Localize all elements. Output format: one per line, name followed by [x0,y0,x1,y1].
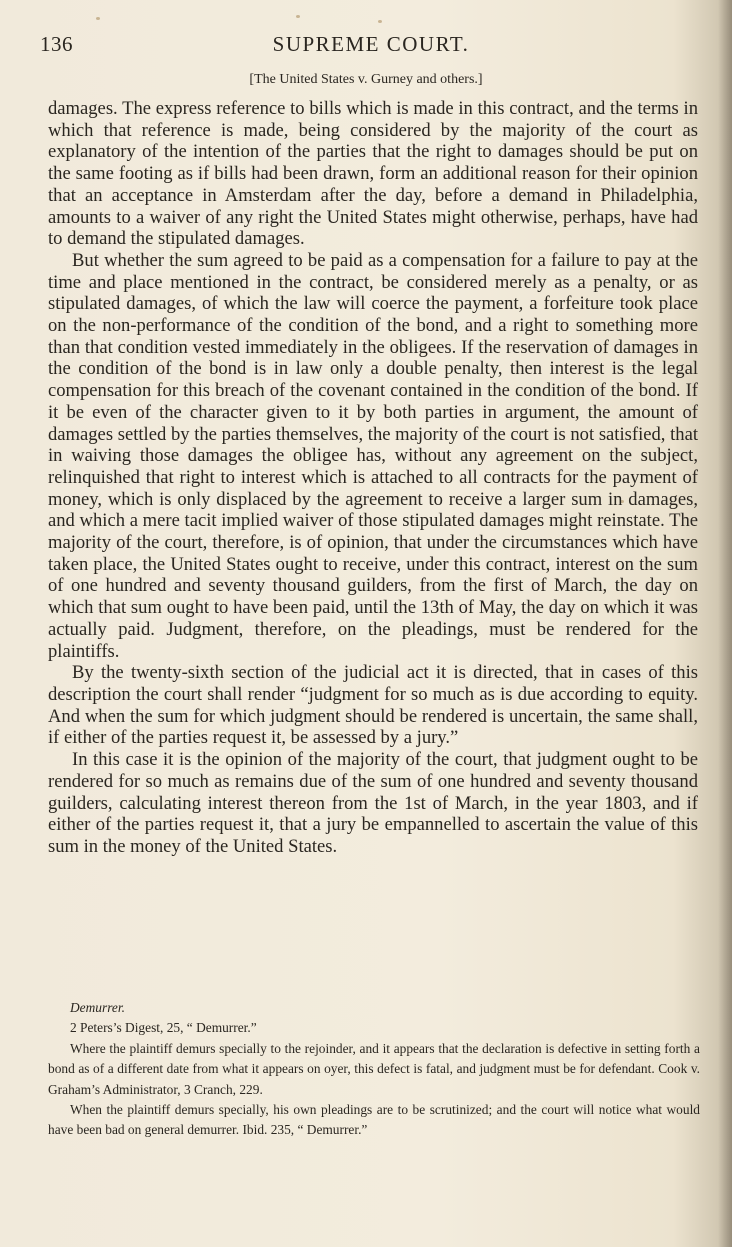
paragraph: But whether the sum agreed to be paid as a compensation for a failure to pay at the time and place mentioned in the contract, be considered merely as a penalty, or as stipulated damages, of which the law will coerce the payment, a forfeiture took place on the non-performance of the condition of the bond, and a right to something more than that condition vested immediately in the obligees. If the reservation of damages in the condition of the bond is in law only a double penalty, then interest is the legal compensation for this breach of the covenant contained in the condition of the bond. If it be even of the character given to it by both parties in argument, the amount of damages settled by the parties themselves, the majority of the court is not satisfied, that in waiving those damages the obligee has, without any agreement on the subject, relinquished that right to interest which is attached to all contracts for the payment of money, which is only displaced by the agreement to receive a larger sum in damages, and which a mere tacit implied waiver of those stipulated damages might reinstate. The majority of the court, therefore, is of opinion, that under the circumstances which have taken place, the United States ought to receive, under this contract, interest on the sum of one hundred and seventy thousand guilders, from the first of March, the day on which that sum ought to have been paid, until the 13th of May, the day on which it was actually paid. Judgment, therefore, on the pleadings, must be rendered for the plaintiffs. [48,249,698,662]
paragraph: In this case it is the opinion of the majority of the court, that judgment ought to be rendered for so much as remains due of the sum of one hundred and seventy thousand guilders, calculating interest thereon from the 1st of March, in the year 1803, and if either of the parties request it, that a jury be empannelled to ascertain the value of this sum in the money of the United States. [48,749,698,857]
case-caption: [The United States v. Gurney and others.] [249,72,483,87]
page-number: 136 [40,32,73,56]
paragraph: By the twenty-sixth section of the judicial act it is directed, that in cases of this description the court shall render “judgment for so much as is due according to equity. And when the sum for which judgment should be rendered is uncertain, the same shall, if either of the parties request it, be assessed by a jury.” [48,662,698,749]
running-head: SUPREME COURT. [272,32,470,56]
footnote-heading: Demurrer. [70,1000,125,1015]
page-header [40,32,702,62]
page-edge-shadow [718,0,732,1247]
footnotes [48,998,700,1141]
footnote-line: 2 Peters’s Digest, 25, “ Demurrer.” [70,1020,257,1036]
paragraph: damages. The express reference to bills which is made in this contract, and the terms in which that reference is made, being considered by the majority of the court as explanatory of the intention of the parties that the right to damages should be put on the same footing as if bills had been drawn, form an additional reason for their opinion that an acceptance in Amsterdam after the day, before a demand in Philadelphia, amounts to a waiver of any right the United States might otherwise, perhaps, have had to demand the stipulated damages. [48,98,698,250]
paper-speck [296,15,300,18]
opinion-body [48,98,698,858]
footnote-line: Where the plaintiff demurs specially to the rejoinder, and it appears that the declaration is defective in setting forth a bond as of a different date from what it appears on oyer, this defect is fatal, and judgment must be for defendant. Cook v. Graham’s Administrator, 3 Cranch, 229. [48,1040,700,1097]
paper-speck [96,17,100,20]
paper-speck [378,20,382,23]
footnote-line: When the plaintiff demurs specially, his own pleadings are to be scrutinized; and the court will notice what would have been bad on general demurrer. Ibid. 235, “ Demurrer.” [48,1102,700,1138]
